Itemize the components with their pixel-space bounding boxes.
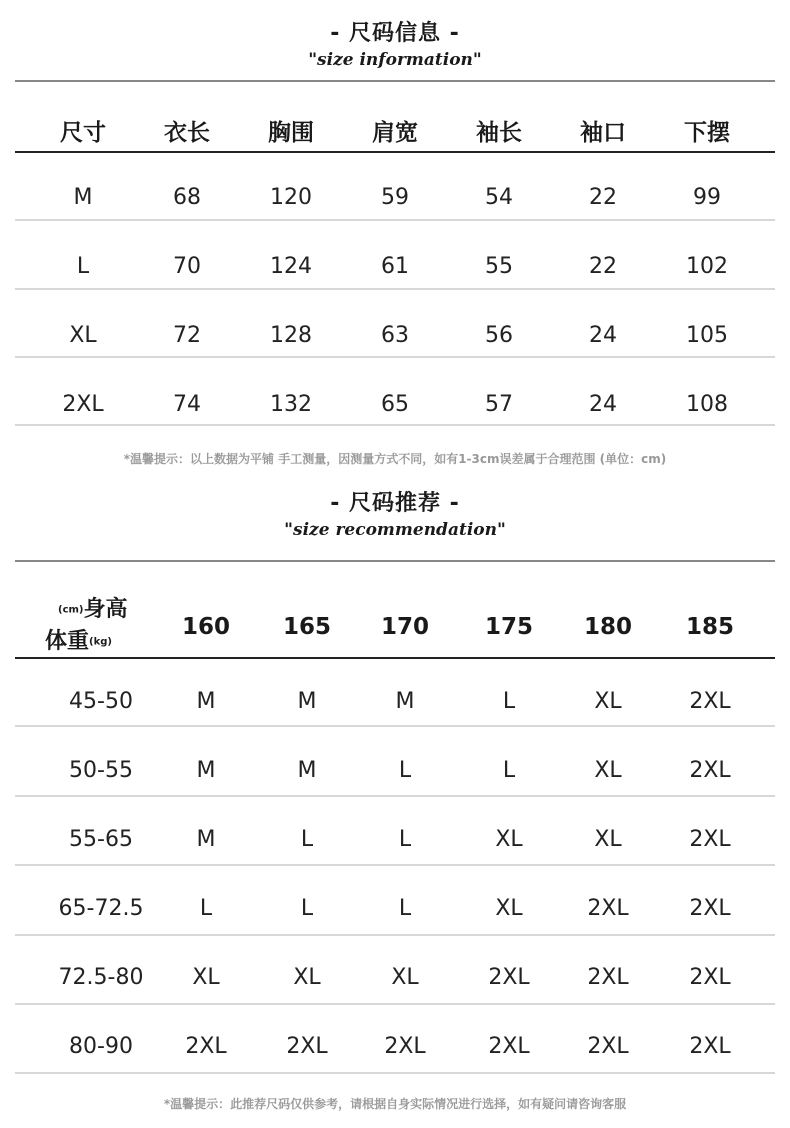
table-cell: 61 — [381, 254, 409, 279]
table-cell: 24 — [589, 323, 617, 348]
table-cell: 2XL — [587, 1034, 629, 1059]
weight-range-cell: 45-50 — [69, 689, 133, 714]
table-cell: 120 — [270, 185, 312, 210]
table-cell: 2XL — [689, 965, 731, 990]
size-rec-subtitle: "size recommendation" — [284, 520, 506, 540]
table-cell: 124 — [270, 254, 312, 279]
header-cell: 胸围 — [268, 120, 314, 146]
table-cell: L — [76, 254, 90, 279]
table-cell: M — [395, 689, 415, 714]
table-cell: 65 — [381, 392, 409, 417]
row-divider — [15, 288, 775, 290]
table-cell: L — [398, 827, 412, 852]
table-cell: L — [300, 827, 314, 852]
weight-unit: (kg) — [89, 636, 112, 648]
table-cell: 22 — [589, 185, 617, 210]
weight-range-cell: 50-55 — [69, 758, 133, 783]
table-cell: 74 — [173, 392, 201, 417]
table-cell: L — [398, 896, 412, 921]
header-divider — [15, 151, 775, 153]
size-rec-note: *温馨提示：此推荐尺码仅供参考，请根据自身实际情况进行选择，如有疑问请咨询客服 — [163, 1097, 627, 1111]
table-cell: 70 — [173, 254, 201, 279]
table-cell: 108 — [686, 392, 728, 417]
table-cell: 2XL — [689, 758, 731, 783]
header-cell: 肩宽 — [372, 120, 418, 146]
table-cell: 2XL — [488, 1034, 530, 1059]
table-cell: XL — [594, 689, 622, 714]
table-cell: M — [297, 758, 317, 783]
table-cell: XL — [293, 965, 321, 990]
table-cell: M — [196, 827, 216, 852]
row-divider — [15, 1072, 775, 1074]
table-cell: L — [502, 689, 516, 714]
table-cell: XL — [495, 827, 523, 852]
table-cell: 105 — [686, 323, 728, 348]
table-cell: 99 — [693, 185, 721, 210]
divider — [15, 560, 775, 562]
height-axis-label — [58, 592, 128, 623]
weight-label: 体重 — [45, 629, 90, 654]
table-cell: XL — [594, 758, 622, 783]
header-divider — [15, 657, 775, 659]
row-divider — [15, 934, 775, 936]
row-divider — [15, 725, 775, 727]
size-rec-title: - 尺码推荐 - — [330, 491, 460, 516]
table-cell: M — [196, 758, 216, 783]
table-cell: XL — [594, 827, 622, 852]
weight-axis-label — [45, 624, 112, 655]
table-cell: 2XL — [689, 827, 731, 852]
table-cell: 2XL — [689, 689, 731, 714]
row-divider — [15, 424, 775, 426]
header-cell: 尺寸 — [60, 120, 106, 146]
table-cell: XL — [192, 965, 220, 990]
table-cell: 68 — [173, 185, 201, 210]
height-header-cell: 165 — [282, 614, 331, 640]
table-cell: 54 — [485, 185, 513, 210]
table-cell: 2XL — [286, 1034, 328, 1059]
table-cell: L — [502, 758, 516, 783]
table-cell: XL — [495, 896, 523, 921]
table-cell: 24 — [589, 392, 617, 417]
header-cell: 袖长 — [476, 120, 522, 146]
size-info-title: - 尺码信息 - — [330, 21, 460, 46]
table-cell: 56 — [485, 323, 513, 348]
header-cell: 袖口 — [580, 120, 626, 146]
table-cell: 102 — [686, 254, 728, 279]
table-cell: 132 — [270, 392, 312, 417]
table-cell: L — [199, 896, 213, 921]
row-divider — [15, 219, 775, 221]
table-cell: 72 — [173, 323, 201, 348]
table-cell: L — [398, 758, 412, 783]
weight-range-cell: 80-90 — [69, 1034, 133, 1059]
size-info-subtitle: "size information" — [308, 50, 482, 70]
table-cell: 2XL — [689, 1034, 731, 1059]
table-cell: M — [73, 185, 93, 210]
table-cell: 2XL — [587, 896, 629, 921]
height-header-cell: 160 — [181, 614, 230, 640]
row-divider — [15, 795, 775, 797]
table-cell: 128 — [270, 323, 312, 348]
table-cell: M — [196, 689, 216, 714]
table-cell: 2XL — [689, 896, 731, 921]
table-cell: 59 — [381, 185, 409, 210]
table-cell: 22 — [589, 254, 617, 279]
weight-range-cell: 72.5-80 — [58, 965, 144, 990]
table-cell: M — [297, 689, 317, 714]
table-cell: L — [300, 896, 314, 921]
height-header-cell: 180 — [583, 614, 632, 640]
size-info-note: *温馨提示：以上数据为平铺 手工测量，因测量方式不同，如有1-3cm误差属于合理范围 (单位：cm) — [123, 452, 667, 466]
table-cell: 55 — [485, 254, 513, 279]
height-header-cell: 170 — [380, 614, 429, 640]
height-header-cell: 175 — [484, 614, 533, 640]
table-cell: 2XL — [587, 965, 629, 990]
header-cell: 衣长 — [164, 120, 210, 146]
height-unit: (cm) — [58, 604, 84, 616]
divider — [15, 80, 775, 82]
table-cell: XL — [69, 323, 97, 348]
table-cell: 2XL — [185, 1034, 227, 1059]
height-header-cell: 185 — [685, 614, 734, 640]
weight-range-cell: 55-65 — [69, 827, 133, 852]
row-divider — [15, 1003, 775, 1005]
table-cell: 2XL — [62, 392, 104, 417]
row-divider — [15, 864, 775, 866]
table-cell: 2XL — [488, 965, 530, 990]
weight-range-cell: 65-72.5 — [58, 896, 144, 921]
table-cell: XL — [391, 965, 419, 990]
table-cell: 63 — [381, 323, 409, 348]
height-label: 身高 — [83, 597, 128, 622]
table-cell: 57 — [485, 392, 513, 417]
table-cell: 2XL — [384, 1034, 426, 1059]
row-divider — [15, 356, 775, 358]
header-cell: 下摆 — [684, 120, 730, 146]
